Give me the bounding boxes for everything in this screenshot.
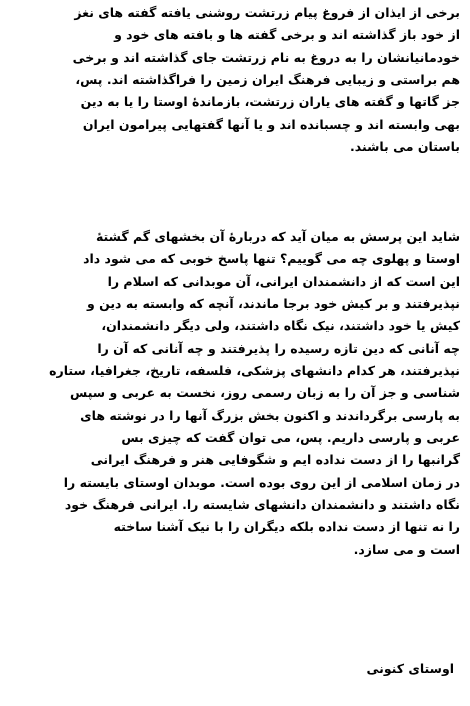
text-line: در زمان اسلامی از این روی بوده است. موبدان اوستای بایسته را (63, 474, 460, 490)
text-line: چه آنانی که دین تازه رسیده را پذیرفتند و چه آنانی که آن را (97, 340, 460, 356)
text-line: به پارسی برگرداندند و اکنون بخش بزرگ آنها را در نوشته های (80, 407, 460, 423)
text-line: کیش یا خود داشتند، نیک نگاه داشتند، ولی دیگر دانشمندان، (101, 318, 460, 334)
text-line: نپذیرفتند و بر کیش خود برجا ماندند، آنچه که وابسته به دین و (86, 296, 460, 312)
text-line: باستان می باشند. (350, 139, 460, 155)
signature-heading: اوستای کنونی (366, 661, 454, 676)
text-line: اوستا و پهلوی چه می گوییم؟ تنها پاسخ خوبی که می شود داد (83, 251, 460, 267)
text-line: را نه تنها از دست نداده بلکه دیگران را با نیک آشنا ساخته (113, 519, 460, 535)
paragraph-1 (10, 2, 460, 158)
text-line: عربی و پارسی داریم. پس، می توان گفت که چیزی بس (121, 430, 460, 446)
text-line: از خود باز گذاشته اند و برخی گفته ها و بافته های خود و (114, 27, 460, 43)
text-line: است و می سازد. (353, 541, 460, 557)
text-line: جز گاتها و گفته های یاران زرتشت، بازماندهٔ اوستا را یا به دین (80, 94, 460, 110)
text-line: خودمانیانشان را به دروغ به نام زرتشت جای گذاشته اند و برخی (72, 49, 460, 65)
text-line: گرانبها را از دست نداده ایم و شگوفایی هنر و فرهنگ ایرانی (90, 452, 460, 468)
text-line: برخی از ایذان از فروغ پیام زرتشت روشنی یافته گفته های نغز (74, 5, 460, 20)
paragraph-2 (10, 226, 460, 561)
text-line: این است که از دانشمندان ایرانی، آن موبدانی که اسلام را (107, 273, 460, 289)
text-line: هم براستی و زیبایی فرهنگ ایران زمین را فراگذاشته اند. پس، (75, 72, 460, 88)
text-line: نپذیرفتند، هر کدام دانشهای پزشکی، فلسفه، تاریخ، جغرافیا، ستاره (49, 363, 460, 379)
text-line: شاید این پرسش به میان آید که دربارهٔ آن بخشهای گم گشتهٔ (95, 229, 460, 244)
text-line: بهی وابسته اند و چسبانده اند و یا آنها گفتهایی پیرامون ایران (82, 116, 460, 132)
text-line: نگاه داشتند و دانشمندان دانشهای شایسته را. ایرانی فرهنگ خود (64, 497, 460, 513)
text-line: شناسی و جز آن را به زبان رسمی روز، نخست به عربی و سپس (70, 385, 460, 401)
